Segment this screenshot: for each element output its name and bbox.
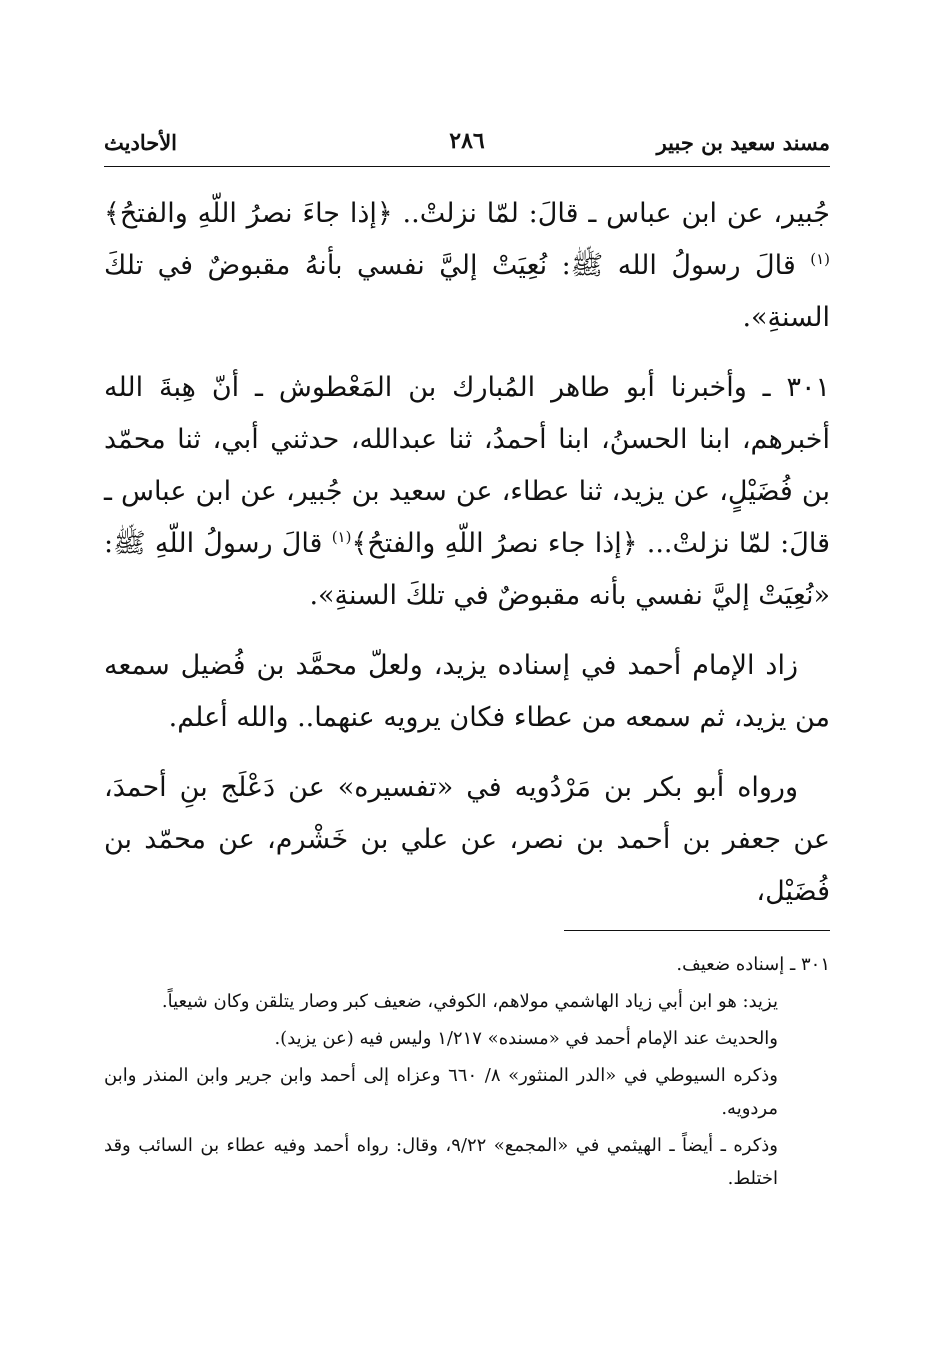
paragraph-hadith-301: [104, 362, 830, 622]
footnote-separator: [564, 930, 830, 931]
footnote-marker: (١): [810, 250, 830, 268]
paragraph-text: قالَ رسولُ الله ﷺ: نُعِيَتْ إليَّ نفسي بأنهُ مقبوضٌ في تلكَ السنةِ».: [104, 250, 830, 333]
paragraph-note: زاد الإمام أحمد في إسناده يزيد، ولعلّ محمَّد بن فُضيل سمعه من يزيد، ثم سمعه من عطاء فكان يرويه عنهما.. والله أعلم.: [104, 650, 830, 733]
main-text: [104, 188, 830, 936]
header-rule: [104, 166, 830, 167]
footnote-source-ahmad: والحديث عند الإمام أحمد في «مسنده» ١/٢١٧ وليس فيه (عن يزيد).: [274, 1028, 778, 1049]
footnotes: [104, 948, 830, 1199]
footnote-source-suyuti: وذكره السيوطي في «الدر المنثور» ٨/ ٦٦٠ وعزاه إلى أحمد وابن جرير وابن المنذر وابن مردويه.: [104, 1065, 778, 1119]
paragraph-text: قالَ رسولُ اللّهِ ﷺ: «نُعِيَتْ إليَّ نفسي بأنه مقبوضٌ في تلكَ السنةِ».: [104, 528, 830, 611]
paragraph-text: جُبير، عن ابن عباس ـ قالَ: لمّا نزلتْ.. ﴿إذا جاءَ نصرُ اللّهِ والفتحُ﴾: [104, 198, 830, 229]
footnote-narrator: يزيد: هو ابن أبي زياد الهاشمي مولاهم، الكوفي، ضعيف كبر وصار يتلقن وكان شيعياً.: [161, 991, 778, 1012]
footnote-source-haythami: وذكره ـ أيضاً ـ الهيثمي في «المجمع» ٩/٢٢، وقال: رواه أحمد وفيه عطاء بن السائب وقد اختلط.: [104, 1135, 778, 1189]
paragraph-continuation: [104, 188, 830, 344]
paragraph-narration: ورواه أبو بكر بن مَرْدُويه في «تفسيره» عن دَعْلَج بنِ أحمدَ، عن جعفر بن أحمد بن نصر، عن علي بن خَشْرم، عن محمّد بن فُضَيْل،: [104, 772, 830, 907]
paragraph-text: ٣٠١ ـ وأخبرنا أبو طاهر المُبارك بن المَعْطوش ـ أنّ هِبةَ الله أخبرهم، ابنا الحسنُ، ابنا أحمدُ، ثنا عبدالله، حدثني أبي، ثنا محمّد بن فُضَيْلٍ، عن يزيد، ثنا عطاء، عن سعيد بن جُبير، عن ابن عباس ـ قالَ: لمّا نزلتْ... ﴿إذا جاء نصرُ اللّهِ والفتحُ﴾: [104, 372, 830, 559]
header-book-title: مسند سعيد بن جبير: [656, 130, 830, 155]
footnote-grading: ٣٠١ ـ إسناده ضعيف.: [676, 954, 830, 975]
running-header: [104, 128, 830, 162]
header-page-number: ٢٨٦: [449, 128, 485, 154]
header-section: الأحاديث: [104, 130, 178, 155]
footnote-marker: (١): [331, 528, 352, 546]
